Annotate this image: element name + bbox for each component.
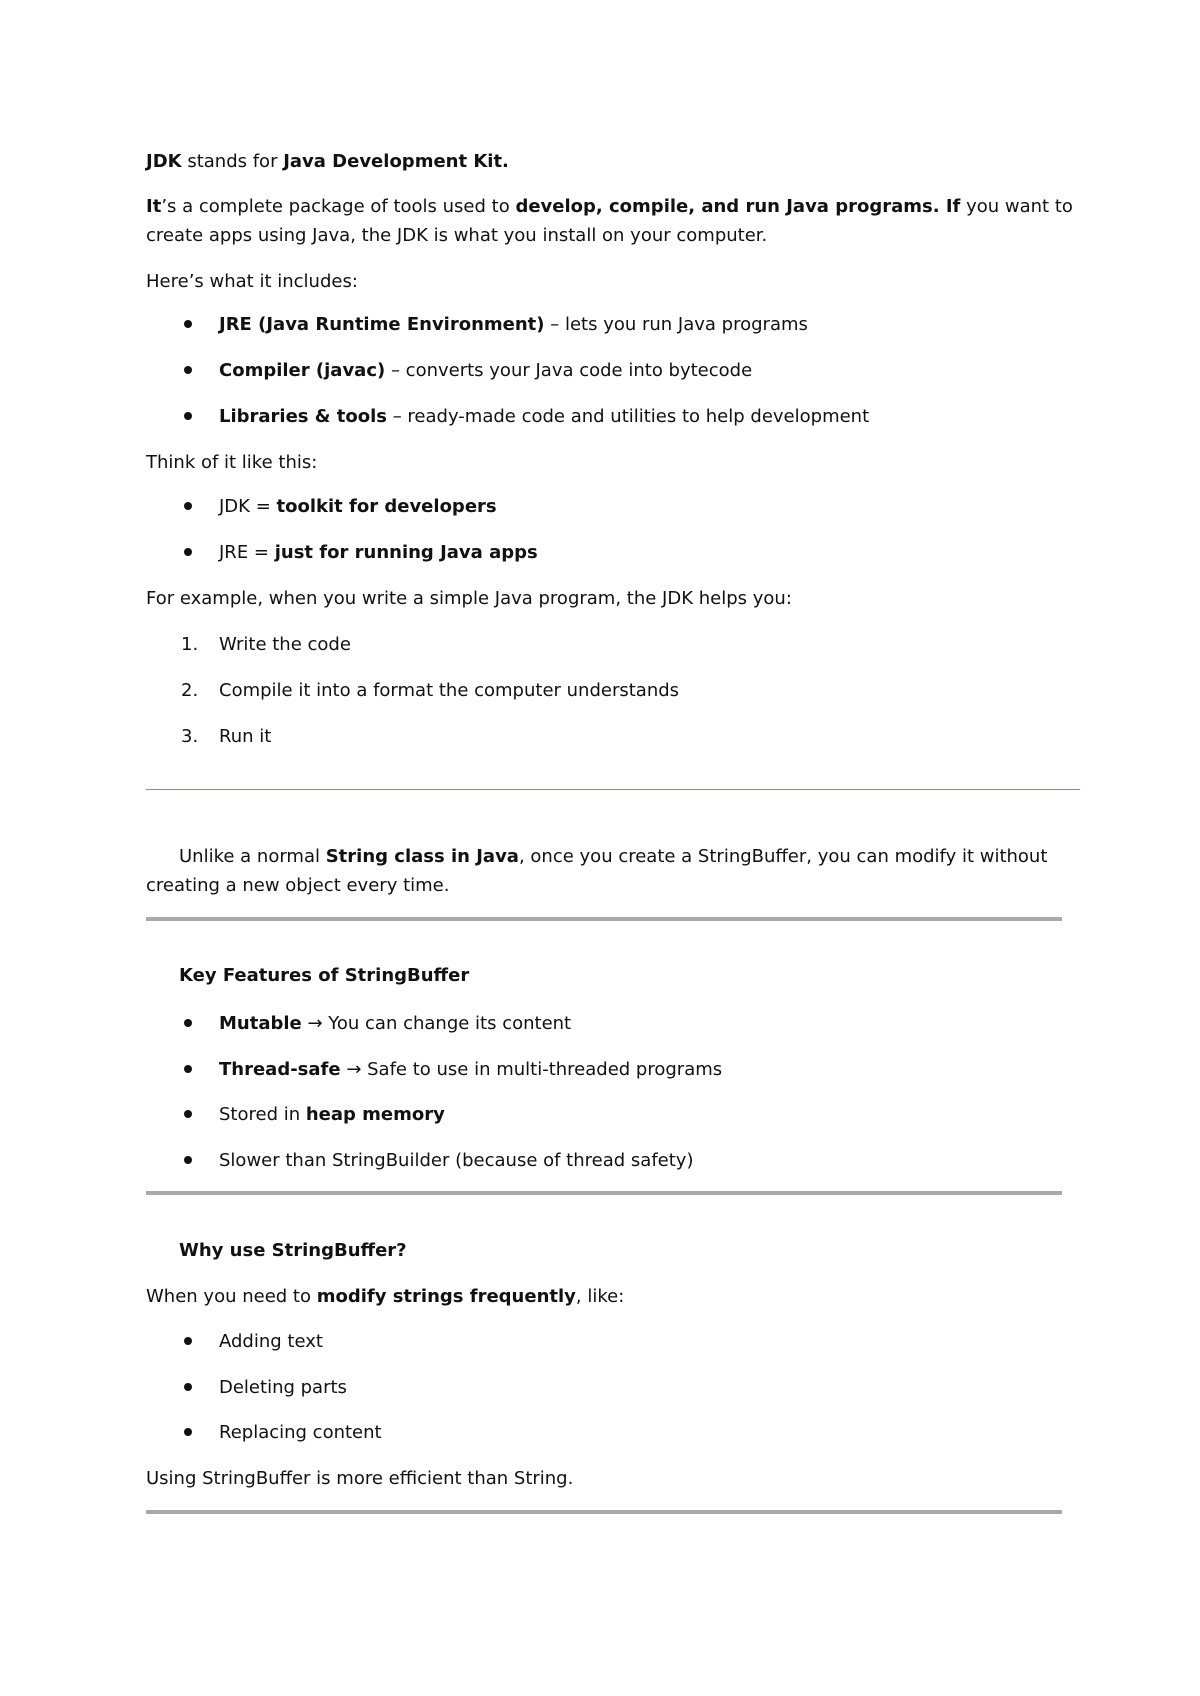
bullet-icon: [184, 1019, 192, 1027]
bullet-icon: [184, 320, 192, 328]
bullet-icon: [184, 548, 192, 556]
jdk-definition: JDK stands for Java Development Kit.: [146, 151, 509, 172]
horizontal-rule: [146, 1191, 1062, 1195]
list-item: Compile it into a format the computer understands: [219, 680, 680, 701]
bullet-icon: [184, 1337, 192, 1345]
step-number: 2.: [181, 680, 199, 701]
bullet-icon: [184, 412, 192, 420]
list-item: Deleting parts: [219, 1377, 347, 1398]
bullet-icon: [184, 366, 192, 374]
stringbuffer-intro-line-2: creating a new object every time.: [146, 875, 450, 896]
jdk-description-line-1: It’s a complete package of tools used to develop, compile, and run Java programs. If you want to: [146, 196, 1073, 217]
bullet-icon: [184, 1065, 192, 1073]
when-line: When you need to modify strings frequently, like:: [146, 1286, 625, 1307]
list-item: Libraries & tools – ready-made code and utilities to help development: [219, 406, 870, 427]
list-item: JDK = toolkit for developers: [219, 496, 497, 517]
list-item: Write the code: [219, 634, 351, 655]
example-heading: For example, when you write a simple Java program, the JDK helps you:: [146, 588, 792, 609]
list-item: JRE (Java Runtime Environment) – lets you run Java programs: [219, 314, 808, 335]
horizontal-rule: [146, 1510, 1062, 1514]
jdk-term: JDK: [146, 151, 182, 172]
section-divider: [146, 789, 1080, 790]
horizontal-rule: [146, 917, 1062, 921]
bullet-icon: [184, 1428, 192, 1436]
includes-heading: Here’s what it includes:: [146, 271, 358, 292]
bullet-icon: [184, 502, 192, 510]
list-item: Compiler (javac) – converts your Java code into bytecode: [219, 360, 753, 381]
why-heading: Why use StringBuffer?: [179, 1240, 407, 1261]
step-number: 3.: [181, 726, 199, 747]
list-item: Thread-safe → Safe to use in multi-threaded programs: [219, 1059, 723, 1080]
bullet-icon: [184, 1156, 192, 1164]
step-number: 1.: [181, 634, 199, 655]
list-item: Run it: [219, 726, 272, 747]
stringbuffer-intro-line-1: Unlike a normal String class in Java, once you create a StringBuffer, you can modify it without: [179, 846, 1048, 867]
list-item: Mutable → You can change its content: [219, 1013, 572, 1034]
think-heading: Think of it like this:: [146, 452, 318, 473]
list-item: JRE = just for running Java apps: [219, 542, 538, 563]
features-heading: Key Features of StringBuffer: [179, 965, 470, 986]
jdk-description-line-2: create apps using Java, the JDK is what you install on your computer.: [146, 225, 768, 246]
bullet-icon: [184, 1383, 192, 1391]
conclusion: Using StringBuffer is more efficient than String.: [146, 1468, 574, 1489]
bullet-icon: [184, 1110, 192, 1118]
list-item: Adding text: [219, 1331, 323, 1352]
list-item: Stored in heap memory: [219, 1104, 445, 1125]
list-item: Slower than StringBuilder (because of thread safety): [219, 1150, 694, 1171]
list-item: Replacing content: [219, 1422, 382, 1443]
jdk-expansion: Java Development Kit.: [283, 151, 509, 172]
